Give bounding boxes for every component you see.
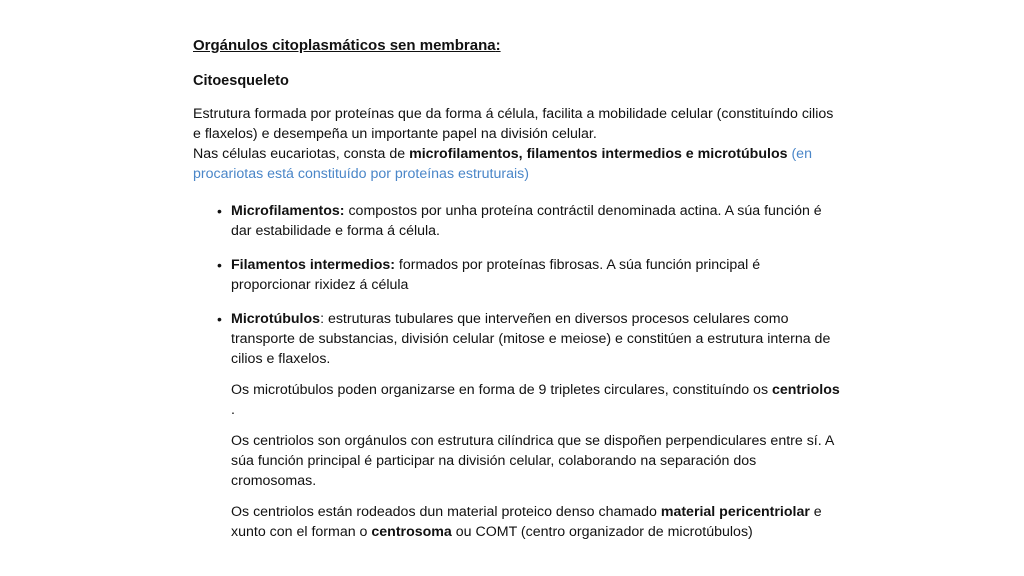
list-item-text: : estruturas tubulares que interveñen en diversos procesos celulares como transporte de substancias, división celular (mitose e meiose) e constitúen a estrutura interna de cilios e flaxelos.: [231, 311, 831, 367]
subsection-title: Citoesqueleto: [193, 73, 289, 89]
document-page: [193, 36, 843, 553]
list-item-text: compostos por unha proteína contráctil denominada actina. A súa función é dar estabilidade e forma á célula.: [231, 203, 822, 239]
intro-paragraph: [193, 104, 843, 184]
list-item-term: Filamentos intermedios:: [231, 257, 395, 273]
list-item-text: formados por proteínas fibrosas. A súa función principal é proporcionar rixidez á célula: [231, 257, 761, 293]
section-title: [193, 36, 843, 58]
detail-3-bold-1: material pericentriolar: [660, 504, 810, 520]
intro-line-2-bold: microfilamentos, filamentos intermedios e microtúbulos: [409, 146, 788, 162]
detail-paragraph-1: [231, 380, 843, 420]
section-title-colon: :: [495, 37, 501, 54]
detail-1-bold: centriolos: [771, 382, 840, 398]
bullet-icon: •: [217, 311, 222, 327]
section-title-text: Orgánulos citoplasmáticos sen membrana: [193, 37, 496, 54]
list-item: [217, 255, 843, 295]
intro-line-2-prefix: Nas células eucariotas, consta de: [193, 146, 410, 162]
detail-1-text: Os microtúbulos poden organizarse en forma de 9 tripletes circulares, constituíndo os: [231, 382, 772, 398]
detail-paragraph-2: Os centriolos son orgánulos con estrutura cilíndrica que se dispoñen perpendiculares entre sí. A súa función principal é participar na división celular, colaborando na separación dos cromosomas.: [231, 433, 834, 489]
list-item: [217, 309, 843, 369]
detail-3-end: ou COMT (centro organizador de microtúbulos): [451, 524, 753, 540]
intro-line-1: Estrutura formada por proteínas que da forma á célula, facilita a mobilidade celular (constituíndo cilios e flaxelos) e desempeña un importante papel na división celular.: [193, 106, 834, 142]
bullet-icon: •: [217, 203, 222, 219]
detail-3-middle: e xunto con el forman o: [231, 504, 822, 540]
intro-line-2-note: (en procariotas está constituído por proteínas estruturais): [193, 146, 812, 182]
detail-3-prefix: Os centriolos están rodeados dun material proteico denso chamado: [231, 504, 661, 520]
list-item: [217, 201, 843, 241]
detail-1-end: .: [231, 402, 235, 418]
bullet-icon: •: [217, 257, 222, 273]
detail-paragraph-3: [231, 502, 843, 542]
detail-3-bold-2: centrosoma: [371, 524, 452, 540]
bullet-list: [193, 201, 843, 369]
list-item-term: Microtúbulos: [231, 311, 321, 327]
list-item-term: Microfilamentos:: [231, 203, 345, 219]
